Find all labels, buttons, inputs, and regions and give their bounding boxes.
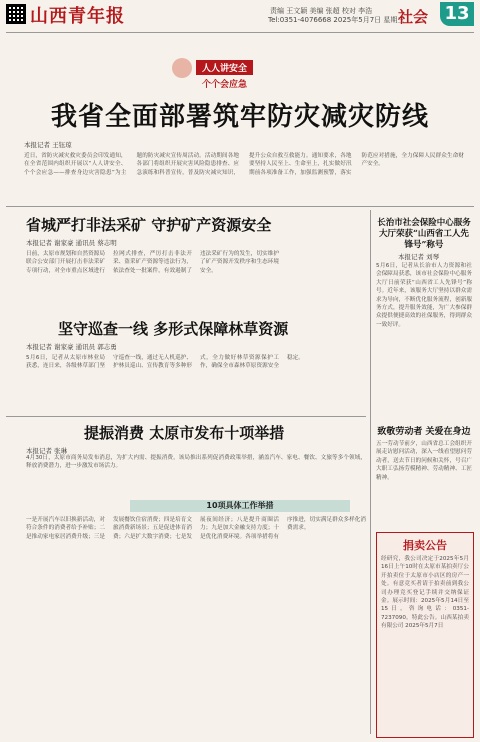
consumption-body: 一是开展汽车以旧换新活动，对符合条件的消费者给予补贴；二是推动家电家居消费升级；三是发展餐饮住宿消费；四是培育文旅消费新场景；五是促进体育消费；六是扩大数字消费；七是发展夜间经济；八是提升商圈活力；九是加大金融支持力度；十是优化消费环境。各项举措将有序推进，切实满足群众多样化消费需求。 bbox=[26, 517, 366, 540]
mining-body: 日前，太原市规划和自然资源局联合公安部门开展打击非法采矿专项行动，对全市重点区域进行拉网式排查，严厉打击非法开采、盗采矿产资源等违法行为，依法查处一批案件，有效遏制了违法采矿行为的发生，切实维护了矿产资源开发秩序和生态环境安全。 bbox=[26, 251, 279, 274]
grassland-headline: 坚守巡查一线 多形式保障林草资源 bbox=[58, 320, 289, 338]
masthead: 山西青年报 bbox=[30, 6, 125, 27]
notice-body: 经研究，我公司决定于2025年5月16日上午10时在太原市某拍卖厅公开拍卖位于太原市小店区的房产一处。有意竞买者请于拍卖前到我公司办理竞买登记手续并交纳保证金。展示时间：2025年5月14日至15日。咨询电话：0351-7237090。特此公告。山西某拍卖有限公司 2025年5月7日 bbox=[381, 556, 469, 630]
consumption-intro: 4月30日，太原市商务局发布消息，为扩大内需、提振消费，该局推出系列促消费政策举措，涵盖汽车、家电、餐饮、文旅等多个领域，释放消费潜力，进一步激发市场活力。 bbox=[26, 455, 366, 470]
column-rule-2 bbox=[370, 420, 371, 734]
qr-code-icon bbox=[6, 4, 26, 24]
kicker-decoration-icon bbox=[172, 58, 192, 78]
notice-box bbox=[376, 532, 474, 738]
header-rule bbox=[6, 32, 474, 33]
page-header bbox=[0, 0, 480, 34]
measures-band: 10项具体工作举措 bbox=[130, 500, 350, 512]
right-mid-headline: 致敬劳动者 关爱在身边 bbox=[377, 427, 471, 437]
right-top-byline: 本报记者 刘琴 bbox=[398, 253, 440, 261]
section-rule-2 bbox=[6, 416, 366, 417]
date-info: Tel:0351-4076668 2025年5月7日 星期三 bbox=[268, 16, 405, 24]
lead-byline: 本报记者 王钰琼 bbox=[24, 141, 72, 149]
consumption-byline: 本报记者 张琳 bbox=[26, 447, 68, 455]
grassland-body: 5月6日，记者从太原市林业局获悉，连日来，各级林草部门坚守巡查一线，通过无人机巡护、护林员巡山、宣传教育等多种形式，全力做好林草资源保护工作，确保全市森林草原资源安全稳定。 bbox=[26, 355, 304, 370]
section-label: 社会 bbox=[398, 8, 429, 26]
column-rule bbox=[370, 210, 371, 420]
section-rule-1 bbox=[6, 206, 474, 207]
mining-byline: 本报记者 谢家豪 通讯员 蔡志明 bbox=[26, 239, 117, 247]
notice-title: 捐卖公告 bbox=[403, 539, 447, 552]
grassland-byline: 本报记者 谢家豪 通讯员 郭志勇 bbox=[26, 343, 117, 351]
mining-headline: 省城严打非法采矿 守护矿产资源安全 bbox=[26, 216, 272, 234]
lead-body: 近日，省防灾减灾救灾委员会印发通知，在全省范围内组织开展以“人人讲安全、个个会应急——排查身边灾害隐患”为主题的防灾减灾宣传周活动。活动期间各地各部门将组织开展灾害风险隐患排查、应急演练和科普宣传，普及防灾减灾知识，提升公众自救互救能力。通知要求，各地要坚持人民至上、生命至上，扎实做好汛期前各项准备工作，加强监测预警，落实防范应对措施，全力保障人民群众生命财产安全。 bbox=[24, 153, 464, 176]
kicker-line1: 人人讲安全 bbox=[196, 60, 253, 75]
kicker-line2: 个个会应急 bbox=[202, 80, 248, 90]
right-top-headline: 长治市社会保险中心服务大厅荣获“山西省工人先锋号”称号 bbox=[377, 218, 471, 250]
right-mid-body: 五一劳动节前夕，山西省总工会组织开展走访慰问活动，深入一线看望慰问劳动者，送去节日的问候和关怀，号召广大职工弘扬劳模精神、劳动精神、工匠精神。 bbox=[376, 441, 472, 481]
right-top-body: 5月6日，记者从长治市人力资源和社会保障局获悉，该市社会保险中心服务大厅日前荣获“山西省工人先锋号”称号。近年来，该服务大厅坚持以群众需求为导向，不断优化服务流程，创新服务方式，提升服务效能，为广大参保群众提供便捷高效的社保服务，得到群众一致好评。 bbox=[376, 263, 472, 328]
page-number: 13 bbox=[440, 2, 474, 26]
consumption-headline: 提振消费 太原市发布十项举措 bbox=[84, 424, 285, 442]
lead-headline: 我省全面部署筑牢防灾减灾防线 bbox=[50, 102, 429, 132]
editor-info: 责编 王文颖 美编 张超 校对 李浩 bbox=[270, 7, 373, 15]
kicker bbox=[196, 56, 253, 90]
